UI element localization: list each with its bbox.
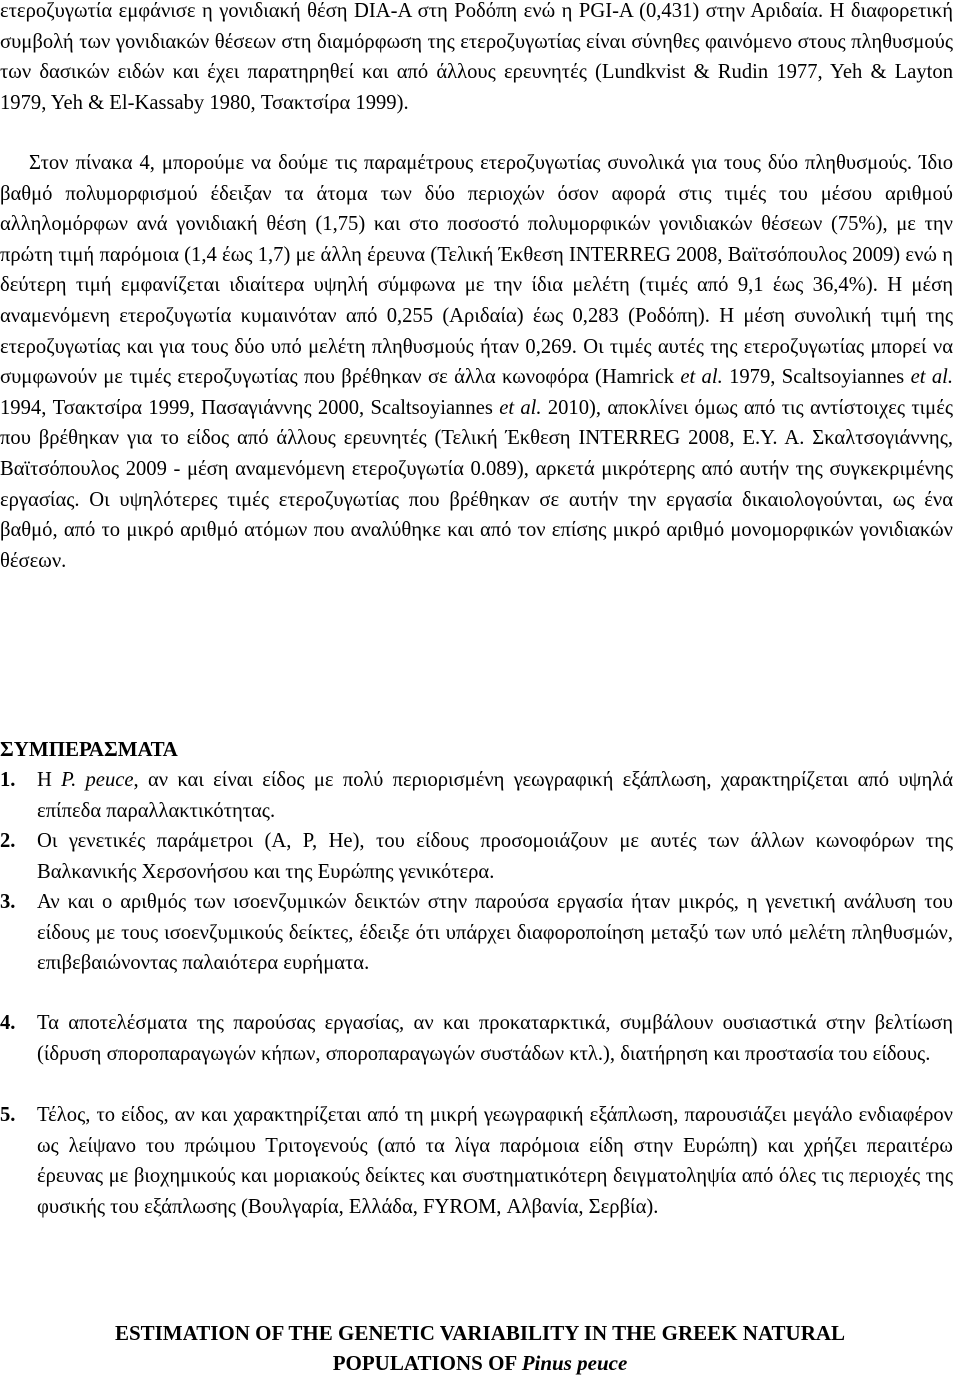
item-text: Τέλος, το είδος, αν και χαρακτηρίζεται από τη μικρή γεωγραφική εξάπλωση, παρουσιάζει μεγάλο ενδιαφέρον ως λείψανο του πρώιμου Τριτογενούς (από τα λίγα παρόμοια είδη στην Ευρώπη) και χρήζει περαιτέρω έρευνας με βιοχημικούς και μοριακούς δείκτες και συστηματικότερη δειγματοληψία από όλες τις περιοχές της φυσικής του εξάπλωσης (Βουλγαρία, Ελλάδα, FYROM, Αλβανία, Σερβία). <box>37 1104 953 1218</box>
item-text <box>37 765 953 826</box>
item-text: Τα αποτελέσματα της παρούσας εργασίας, αν και προκαταρκτικά, συμβάλουν ουσιαστικά στην βελτίωση (ίδρυση σποροπαραγωγών κήπων, σποροπαραγωγών συστάδων κτλ.), διατήρηση και προστασία του είδους. <box>37 1012 953 1065</box>
paragraph-table4-discussion <box>0 148 953 576</box>
species-name-italic: Pinus peuce <box>521 1351 628 1375</box>
et-al-italic: et al. <box>910 366 953 389</box>
conclusions-heading: ΣΥΜΠΕΡΑΣΜΑΤΑ <box>0 737 178 761</box>
item-text-pre: Η <box>37 769 62 791</box>
english-summary-title <box>0 1318 960 1378</box>
item-number: 1. <box>0 769 16 791</box>
paragraph-text: 1979, Scaltsoyiannes <box>722 366 911 389</box>
conclusion-item-1 <box>0 765 953 826</box>
title-line-2: POPULATIONS OF <box>332 1351 522 1375</box>
paragraph-text: 1994, Τσακτσίρα 1999, Πασαγιάννης 2000, Scaltsoyiannes <box>0 396 500 419</box>
et-al-italic: et al. <box>680 366 723 389</box>
item-number: 2. <box>0 830 16 852</box>
item-number: 4. <box>0 1012 16 1034</box>
title-line-1: ESTIMATION OF THE GENETIC VARIABILITY IN THE GREEK NATURAL <box>114 1321 846 1345</box>
paragraph-text: 2010), αποκλίνει όμως από τις αντίστοιχες τιμές που βρέθηκαν για το είδος από άλλους ερευνητές (Τελική Έκθεση INTERREG 2008, Ε.Υ. Α. Σκαλτσογιάννης, Βαϊτσόπουλος 2009 - μέση αναμενόμενη ετεροζυγωτία 0.089), αρκετά μικρότερης από αυτήν της συγκεκριμένης εργασίας. Οι υψηλότερες τιμές ετεροζυγωτίας που βρέθηκαν σε αυτήν την εργασία δικαιολογούνται, ως ένα βαθμό, από το μικρό αριθμό ατόμων που αναλύθηκε και από τον επίσης μικρό αριθμό μονομορφικών γονιδιακών θέσεων. <box>0 396 953 572</box>
conclusion-item-3 <box>0 887 953 979</box>
item-text-post: , αν και είναι είδος με πολύ περιορισμένη γεωγραφική εξάπλωση, χαρακτηρίζεται από υψηλά επίπεδα παραλλακτικότητας. <box>37 769 953 822</box>
paragraph-heterozygosity-loci: ετεροζυγωτία εμφάνισε η γονιδιακή θέση DIA-A στη Ροδόπη ενώ η PGI-A (0,431) στην Αριδαία. Η διαφορετική συμβολή των γονιδιακών θέσεων στη διαμόρφωση της ετεροζυγωτίας είναι σύνηθες φαινόμενο στους πληθυσμούς των δασικών ειδών και έχει παρατηρηθεί και από άλλους ερευνητές (Lundkvist & Rudin 1977, Yeh & Layton 1979, Yeh & El-Kassaby 1980, Τσακτσίρα 1999). <box>0 0 953 114</box>
et-al-italic: et al. <box>499 396 542 419</box>
conclusion-item-4 <box>0 1008 953 1069</box>
paragraph-text: Στον πίνακα 4, μπορούμε να δούμε τις παραμέτρους ετεροζυγωτίας συνολικά για τους δύο πληθυσμούς. Ίδιο βαθμό πολυμορφισμού έδειξαν τα άτομα των δύο περιοχών όσον αφορά στις τιμές του μέσου αριθμού αλληλομόρφων ανά γονιδιακή θέση (1,75) και στο ποσοστό πολυμορφικών γονιδιακών θέσεων (75%), με την πρώτη τιμή παρόμοια (1,4 έως 1,7) με άλλη έρευνα (Τελική Έκθεση INTERREG 2008, Βαϊτσόπουλος 2009) ενώ η δεύτερη τιμή εμφανίζεται ιδιαίτερα υψηλή σύμφωνα με την ίδια μελέτη (τιμές από 9,1 έως 36,4%). Η μέση αναμενόμενη ετεροζυγωτία κυμαινόταν από 0,255 (Αριδαία) έως 0,283 (Ροδόπη). Η μέση συνολική τιμή της ετεροζυγωτίας και για τους δύο υπό μελέτη πληθυσμούς ήταν 0,269. Οι τιμές αυτές της ετεροζυγωτίας μπορεί να συμφωνούν με τιμές ετεροζυγωτίας που βρέθηκαν σε άλλα κωνοφόρα (Hamrick <box>0 152 953 389</box>
item-number: 3. <box>0 891 16 913</box>
item-text: Αν και ο αριθμός των ισοενζυμικών δεικτών στην παρούσα εργασία ήταν μικρός, η γενετική ανάλυση του είδους με τους ισοενζυμικούς δείκτες, έδειξε ότι υπάρχει διαφοροποίηση μεταξύ των υπό μελέτη πληθυσμών, επιβεβαιώνοντας παλαιότερα ευρήματα. <box>37 891 953 975</box>
item-number: 5. <box>0 1104 16 1126</box>
conclusion-item-5 <box>0 1100 953 1222</box>
item-text: Οι γενετικές παράμετροι (A, P, He), του είδους προσομοιάζουν με αυτές των άλλων κωνοφόρων της Βαλκανικής Χερσονήσου και της Ευρώπης γενικότερα. <box>37 830 953 883</box>
conclusion-item-2 <box>0 826 953 887</box>
species-name-italic: P. peuce <box>61 769 134 791</box>
